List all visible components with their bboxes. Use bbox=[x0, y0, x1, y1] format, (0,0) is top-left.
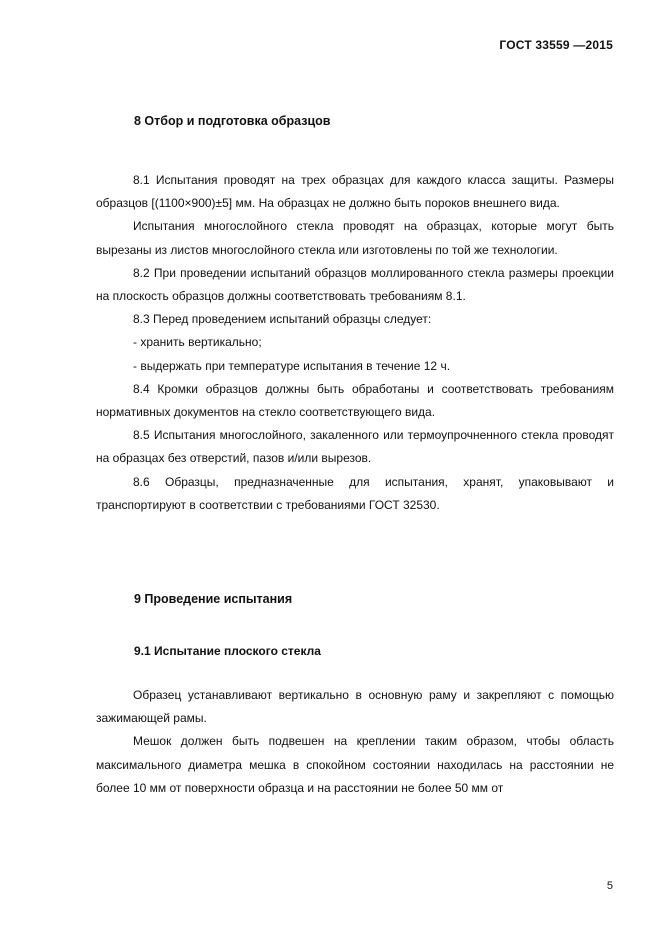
paragraph-8-1-laminated: Испытания многослойного стекла проводят на образцах, которые могут быть вырезаны из листов многослойного стекла или изготовлены по той же технологии. bbox=[96, 219, 614, 257]
paragraph-8-4: 8.4 Кромки образцов должны быть обработаны и соответствовать требованиям нормативных документов на стекло соответствующего вида. bbox=[96, 381, 614, 420]
paragraph-8-2: 8.2 При проведении испытаний образцов моллированного стекла размеры проекции на плоскость образцов должны соответствовать требованиям 8.1. bbox=[96, 265, 614, 304]
list-item-hold-temperature: - выдержать при температуре испытания в течение 12 ч. bbox=[133, 358, 451, 373]
paragraph-8-5: 8.5 Испытания многослойного, закаленного или термоупрочненного стекла проводят на образцах без отверстий, пазов и/или вырезов. bbox=[96, 428, 614, 466]
section-9-body bbox=[96, 684, 614, 800]
paragraph-8-6: 8.6 Образцы, предназначенные для испытания, хранят, упаковывают и транспортируют в соответствии с требованиями ГОСТ 32530. bbox=[96, 474, 614, 512]
paragraph-8-1: 8.1 Испытания проводят на трех образцах для каждого класса защиты. Размеры образцов [(1100×900)±5] мм. На образцах не должно быть пороков внешнего вида. bbox=[96, 173, 614, 211]
section-9-heading: 9 Проведение испытания bbox=[134, 592, 293, 606]
subsection-9-1-heading: 9.1 Испытание плоского стекла bbox=[134, 644, 321, 658]
document-code: ГОСТ 33559 —2015 bbox=[499, 38, 613, 52]
paragraph-8-3: 8.3 Перед проведением испытаний образцы следует: bbox=[133, 312, 432, 327]
paragraph-9-1-bag: Мешок должен быть подвешен на креплении таким образом, чтобы область максимального диаметра мешка в спокойном состоянии находилась на расстоянии не более 10 мм от поверхности образца и на расстоянии не более 50 мм от bbox=[96, 734, 614, 795]
section-8-body bbox=[96, 169, 614, 517]
page-number: 5 bbox=[606, 880, 613, 892]
paragraph-9-1-mounting: Образец устанавливают вертикально в основную раму и закрепляют с помощью зажимающей рамы. bbox=[96, 688, 614, 726]
section-8-heading: 8 Отбор и подготовка образцов bbox=[134, 114, 331, 128]
list-item-store-vertically: - хранить вертикально; bbox=[133, 335, 262, 350]
